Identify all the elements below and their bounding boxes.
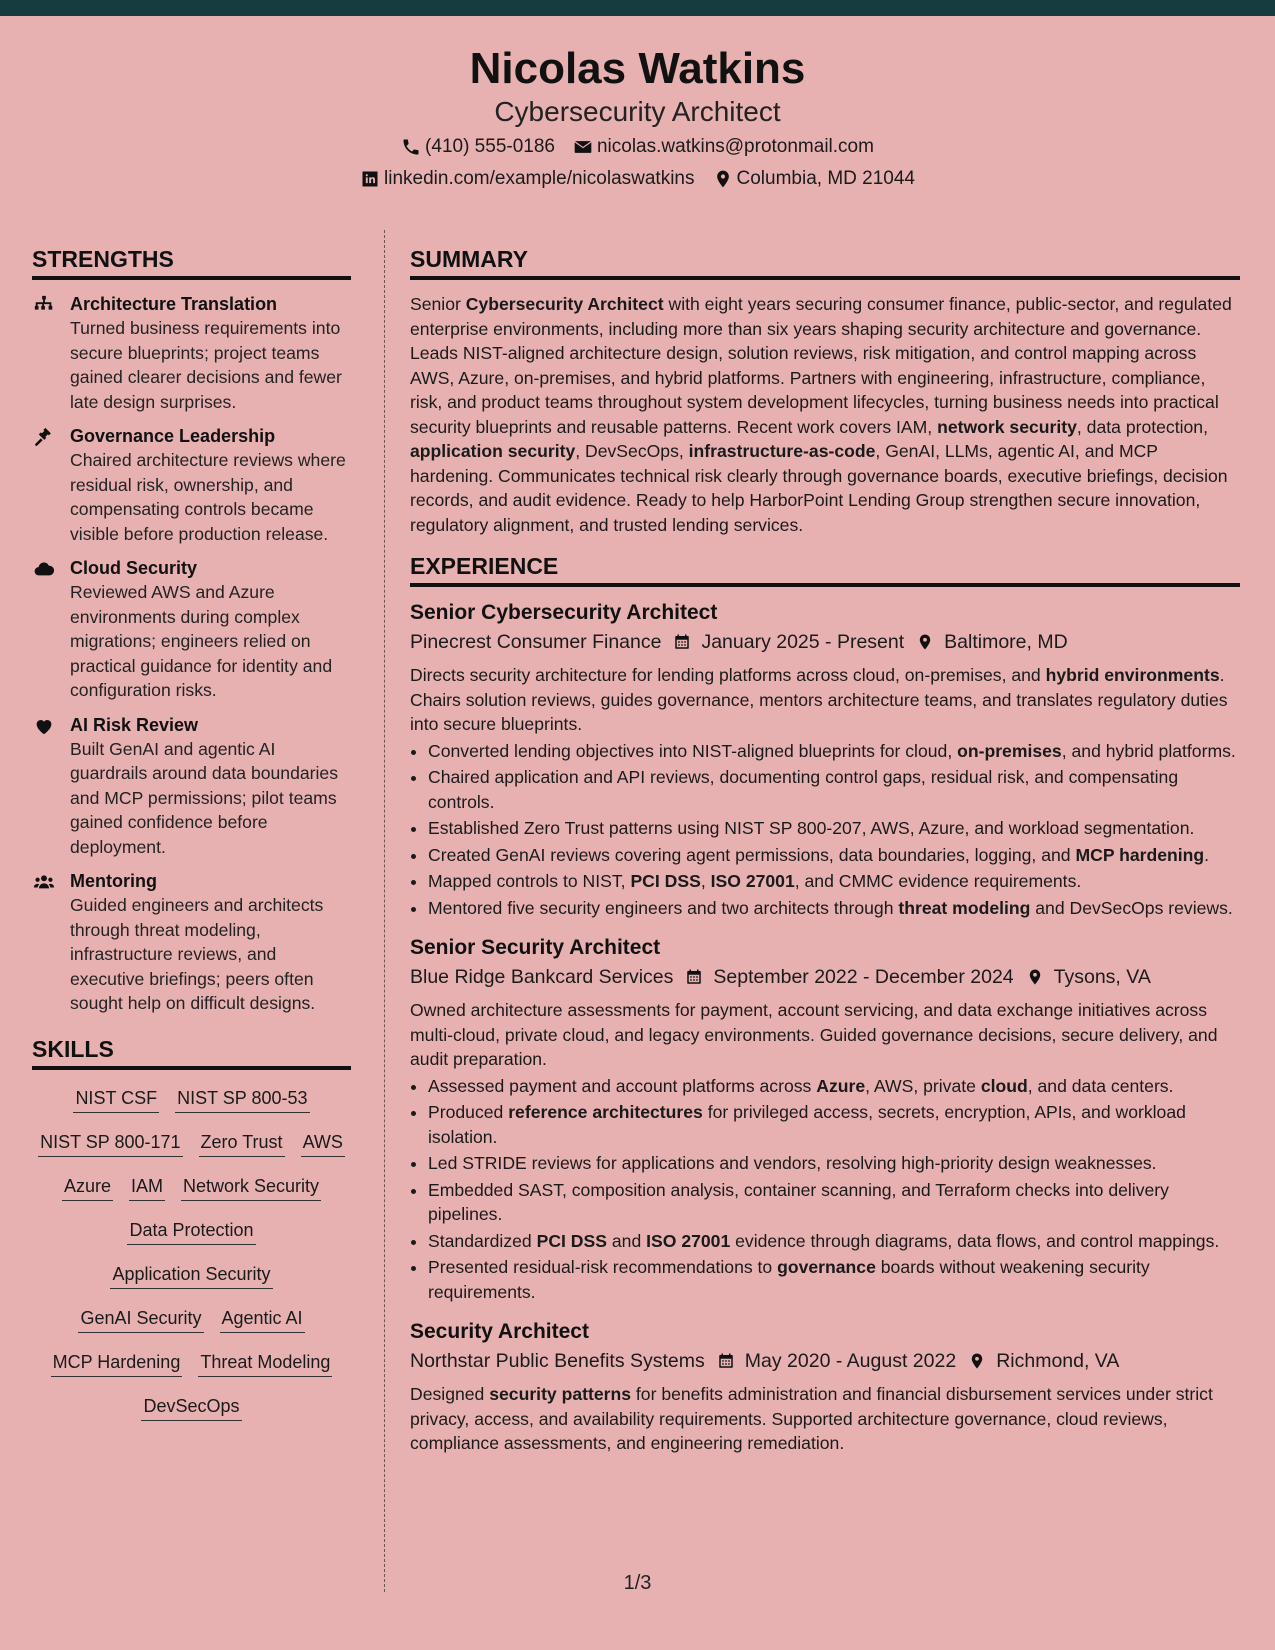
bold-text: PCI DSS <box>536 1230 607 1251</box>
strength-body <box>70 292 351 414</box>
bold-text: infrastructure-as-code <box>688 441 876 461</box>
strength-body <box>70 556 351 703</box>
email-contact[interactable] <box>573 134 874 160</box>
strength-item-ai-risk-review <box>32 713 351 860</box>
skill-row <box>32 1262 351 1289</box>
text-run: , and CMMC evidence requirements. <box>794 871 1082 891</box>
bold-text: governance <box>777 1257 876 1277</box>
strength-description: Guided engineers and architects through threat modeling, infrastructure reviews, and executive briefings; peers often sought help on difficult designs. <box>70 895 324 1013</box>
calendar-icon <box>685 967 703 987</box>
job-description <box>410 1382 1240 1456</box>
text-run: Directs security architecture for lending platforms across cloud, on-premises, and <box>410 665 1046 685</box>
job-meta <box>410 627 1240 657</box>
strengths-list <box>32 292 351 1016</box>
contact-row-1 <box>0 134 1275 160</box>
text-run: , DevSecOps, <box>575 441 689 461</box>
bold-text: security patterns <box>489 1384 632 1404</box>
strength-description: Turned business requirements into secure blueprints; project teams gained clearer decisions and fewer late design surprises. <box>70 318 342 412</box>
job-title: Senior Cybersecurity Architect <box>410 601 718 624</box>
left-column <box>32 244 351 1438</box>
strength-item-governance-leadership <box>32 424 351 546</box>
job-location: Tysons, VA <box>1053 966 1151 988</box>
location-contact <box>713 166 915 192</box>
text-run: Mapped controls to NIST, <box>428 871 631 891</box>
bold-text: reference architectures <box>508 1102 703 1122</box>
map-pin-icon <box>1026 967 1044 987</box>
text-run: and <box>606 1230 647 1251</box>
bold-text: ISO 27001 <box>710 871 795 891</box>
strength-body <box>70 713 351 860</box>
strength-description: Chaired architecture reviews where residual risk, ownership, and compensating controls became visible before production release. <box>70 450 346 544</box>
text-run: Embedded SAST, composition analysis, container scanning, and Terraform checks into delivery pipelines. <box>428 1179 1169 1224</box>
location-text: Columbia, MD 21044 <box>736 168 915 189</box>
job-title: Senior Security Architect <box>410 936 661 959</box>
experience-list <box>410 599 1240 1456</box>
skill-tag-nist-csf: NIST CSF <box>73 1086 159 1113</box>
bullet-item <box>428 1178 1240 1227</box>
skill-tag-threat-modeling: Threat Modeling <box>198 1350 332 1377</box>
strength-body <box>70 869 351 1016</box>
page-number: 1/3 <box>623 1572 652 1594</box>
text-run: Assessed payment and account platforms across <box>428 1075 817 1096</box>
linkedin-text: linkedin.com/example/nicolaswatkins <box>384 168 695 189</box>
bold-text: threat modeling <box>898 897 1031 918</box>
right-column <box>410 244 1240 1470</box>
text-run: and DevSecOps reviews. <box>1030 897 1233 918</box>
skill-tag-aws: AWS <box>301 1130 345 1157</box>
bullet-item <box>428 1229 1240 1254</box>
strength-body <box>70 424 351 546</box>
column-divider <box>384 230 385 1592</box>
text-run: for privileged access, secrets, encryption, APIs, and workload isolation. <box>428 1102 1186 1147</box>
text-run: Produced <box>428 1102 509 1122</box>
bullet-item <box>428 739 1240 764</box>
text-run: Senior <box>410 294 466 314</box>
strength-item-architecture-translation <box>32 292 351 414</box>
skill-row <box>32 1350 351 1377</box>
phone-contact[interactable] <box>401 134 555 160</box>
bold-text: MCP hardening <box>1075 844 1205 865</box>
text-run: Presented residual-risk recommendations to <box>428 1257 778 1277</box>
calendar-icon <box>673 632 691 652</box>
strength-title: AI Risk Review <box>70 714 199 735</box>
text-run: , and data centers. <box>1027 1075 1174 1096</box>
job-meta <box>410 1346 1240 1376</box>
text-run: , GenAI, LLMs, agentic AI, and MCP hardening. Communicates technical risk clearly through governance boards, executive briefings, decision records, and audit evidence. Ready to help HarborPoint Lending Group strengthen secure innovation, regulatory alignment, and trusted lending services. <box>410 441 1228 535</box>
text-run: for benefits administration and financial disbursement services under strict privacy, access, and availability requirements. Supported architecture governance, cloud reviews, compliance assessments, and engineering remediation. <box>410 1384 1213 1453</box>
strengths-heading: STRENGTHS <box>32 244 351 280</box>
top-bar <box>0 0 1275 16</box>
bullet-item <box>428 869 1240 894</box>
skill-tag-azure: Azure <box>62 1174 113 1201</box>
text-run: boards without weakening security requirements. <box>428 1257 1150 1302</box>
strength-item-mentoring <box>32 869 351 1016</box>
bullet-item <box>428 1074 1240 1099</box>
users-icon <box>32 869 70 1016</box>
bold-text: Cybersecurity Architect <box>465 294 664 314</box>
skill-row <box>32 1218 351 1245</box>
bullet-item <box>428 1151 1240 1176</box>
bullet-item <box>428 1100 1240 1149</box>
skill-row <box>32 1394 351 1421</box>
job-description <box>410 998 1240 1072</box>
summary-section <box>410 292 1240 537</box>
bullet-item <box>428 1255 1240 1304</box>
summary-text <box>410 292 1240 537</box>
company-name: Pinecrest Consumer Finance <box>410 631 662 653</box>
cloud-icon <box>32 556 70 703</box>
skill-tag-network-security: Network Security <box>181 1174 321 1201</box>
skill-row <box>32 1174 351 1201</box>
job-bullets <box>410 739 1240 921</box>
bold-text: application security <box>410 441 576 461</box>
bold-text: on-premises <box>957 740 1062 761</box>
strength-title: Cloud Security <box>70 558 198 578</box>
strength-title: Governance Leadership <box>70 426 276 446</box>
text-run: Chaired application and API reviews, documenting control gaps, residual risk, and compensating controls. <box>428 767 1179 812</box>
job-entry-senior-cybersecurity-architect <box>410 599 1240 920</box>
map-pin-icon <box>916 632 934 652</box>
contact-row-2 <box>0 166 1275 192</box>
job-bullets <box>410 1074 1240 1305</box>
text-run: Designed <box>410 1384 490 1404</box>
skill-row <box>32 1086 351 1113</box>
email-text: nicolas.watkins@protonmail.com <box>596 136 874 157</box>
strength-title: Mentoring <box>70 871 157 891</box>
candidate-title: Cybersecurity Architect <box>494 96 781 127</box>
skills-heading: SKILLS <box>32 1034 351 1070</box>
company-name: Blue Ridge Bankcard Services <box>410 966 674 988</box>
strength-item-cloud-security <box>32 556 351 703</box>
text-run: Led STRIDE reviews for applications and vendors, resolving high-priority design weaknesses. <box>428 1153 1157 1173</box>
text-run: , data protection, <box>1076 416 1208 437</box>
bold-text: network security <box>937 416 1077 437</box>
skills-list <box>32 1082 351 1421</box>
text-run: , <box>700 871 711 891</box>
text-run: Converted lending objectives into NIST-aligned blueprints for cloud, <box>428 740 958 761</box>
text-run: . <box>1204 844 1210 865</box>
text-run: evidence through diagrams, data flows, and control mappings. <box>730 1230 1220 1251</box>
skill-row <box>32 1130 351 1157</box>
text-run: Owned architecture assessments for payment, account servicing, and data exchange initiatives across multi-cloud, private cloud, and legacy environments. Guided governance decisions, secure delivery, and audit preparation. <box>410 1000 1218 1069</box>
bold-text: cloud <box>980 1075 1028 1096</box>
bold-text: ISO 27001 <box>646 1230 731 1251</box>
job-dates: January 2025 - Present <box>701 631 905 653</box>
skill-tag-mcp-hardening: MCP Hardening <box>51 1350 183 1377</box>
bold-text: hybrid environments <box>1045 665 1220 685</box>
summary-heading: SUMMARY <box>410 244 1240 280</box>
map-pin-icon <box>968 1351 986 1371</box>
job-meta <box>410 962 1240 992</box>
job-entry-senior-security-architect <box>410 934 1240 1304</box>
text-run: Mentored five security engineers and two architects through <box>428 897 899 918</box>
bold-text: PCI DSS <box>630 871 701 891</box>
linkedin-contact[interactable] <box>360 166 694 192</box>
job-location: Richmond, VA <box>996 1350 1120 1372</box>
skill-tag-iam: IAM <box>129 1174 165 1201</box>
map-pin-icon <box>713 169 733 189</box>
strength-description: Reviewed AWS and Azure environments during complex migrations; engineers relied on practical guidance for identity and configuration risks. <box>70 582 333 700</box>
job-entry-security-architect <box>410 1318 1240 1456</box>
text-run: with eight years securing consumer finance, public-sector, and regulated enterprise environments, including more than six years shaping security architecture and governance. Leads NIST-aligned architecture design, solution reviews, risk mitigation, and control mapping across AWS, Azure, on-premises, and hybrid platforms. Partners with engineering, infrastructure, compliance, risk, and product teams throughout system development lifecycles, turning business needs into practical security blueprints and reusable patterns. Recent work covers IAM, <box>410 294 1232 437</box>
bullet-item <box>428 896 1240 921</box>
job-description <box>410 663 1240 737</box>
sitemap-icon <box>32 292 70 414</box>
company-name: Northstar Public Benefits Systems <box>410 1350 705 1372</box>
experience-heading: EXPERIENCE <box>410 551 1240 587</box>
skill-row <box>32 1306 351 1333</box>
heart-icon <box>32 713 70 860</box>
envelope-icon <box>573 137 593 157</box>
skill-tag-nist-sp-800-171: NIST SP 800-171 <box>38 1130 182 1157</box>
text-run: , and hybrid platforms. <box>1061 740 1236 761</box>
calendar-icon <box>717 1351 735 1371</box>
text-run: Standardized <box>428 1230 537 1251</box>
linkedin-icon <box>360 169 380 189</box>
bullet-item <box>428 816 1240 841</box>
candidate-name: Nicolas Watkins <box>469 44 806 93</box>
skill-tag-agentic-ai: Agentic AI <box>220 1306 305 1333</box>
job-dates: May 2020 - August 2022 <box>744 1350 957 1372</box>
skill-tag-genai-security: GenAI Security <box>78 1306 203 1333</box>
text-run: . Chairs solution reviews, guides governance, mentors architecture teams, and translates regulatory duties into secure blueprints. <box>410 665 1228 734</box>
skill-tag-nist-sp-800-53: NIST SP 800-53 <box>175 1086 309 1113</box>
text-run: Created GenAI reviews covering agent permissions, data boundaries, logging, and <box>428 844 1076 865</box>
text-run: Established Zero Trust patterns using NIST SP 800-207, AWS, Azure, and workload segmentation. <box>428 818 1195 838</box>
bold-text: Azure <box>816 1075 866 1096</box>
strength-description: Built GenAI and agentic AI guardrails around data boundaries and MCP permissions; pilot teams gained confidence before deployment. <box>70 738 339 857</box>
text-run: , AWS, private <box>865 1075 981 1096</box>
gavel-icon <box>32 424 70 546</box>
bullet-item <box>428 843 1240 868</box>
phone-icon <box>401 137 421 157</box>
skill-tag-zero-trust: Zero Trust <box>199 1130 285 1157</box>
resume-header <box>0 16 1275 204</box>
bullet-item <box>428 765 1240 814</box>
job-title: Security Architect <box>410 1320 589 1343</box>
phone-text: (410) 555-0186 <box>425 136 555 157</box>
strength-title: Architecture Translation <box>70 294 278 314</box>
job-location: Baltimore, MD <box>944 631 1068 653</box>
skill-tag-devsecops: DevSecOps <box>141 1394 241 1421</box>
skill-tag-application-security: Application Security <box>110 1262 272 1289</box>
job-dates: September 2022 - December 2024 <box>713 966 1014 988</box>
skill-tag-data-protection: Data Protection <box>127 1218 255 1245</box>
